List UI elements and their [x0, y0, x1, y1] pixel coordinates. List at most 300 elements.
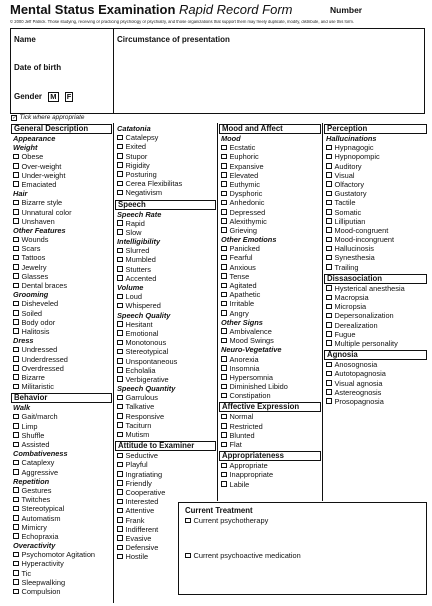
checkbox[interactable] — [117, 220, 123, 226]
checkbox[interactable] — [117, 144, 123, 150]
checkbox-item-unshaven[interactable] — [11, 217, 112, 226]
checkbox[interactable] — [221, 163, 227, 169]
checkbox[interactable] — [326, 322, 332, 328]
checkbox[interactable] — [13, 414, 19, 420]
checkbox[interactable] — [117, 462, 123, 468]
gender-m-checkbox[interactable]: M — [50, 92, 57, 101]
checkbox[interactable] — [326, 145, 332, 151]
checkbox-item-obese[interactable] — [11, 152, 112, 161]
checkbox-item-normal[interactable] — [219, 412, 321, 421]
checkbox[interactable] — [326, 255, 332, 261]
checkbox[interactable] — [117, 480, 123, 486]
checkbox-item-olfactory[interactable] — [324, 180, 427, 189]
checkbox-item-stereotypical[interactable] — [115, 347, 216, 356]
checkbox[interactable] — [221, 227, 227, 233]
item-label: Emaciated — [21, 179, 57, 189]
item-label: Slow — [125, 227, 142, 237]
item-label: Twitches — [21, 495, 51, 505]
checkbox-item-friendly[interactable] — [115, 479, 216, 488]
checkbox[interactable] — [221, 338, 227, 344]
checkbox[interactable] — [326, 380, 332, 386]
checkbox[interactable] — [221, 423, 227, 429]
checkbox-item-hypnagogic[interactable] — [324, 143, 427, 152]
checkbox[interactable] — [221, 414, 227, 420]
checkbox-item-unnatural-color[interactable] — [11, 208, 112, 217]
checkbox-item-catalepsy[interactable] — [115, 133, 216, 142]
item-label: Diminished Libido — [229, 382, 288, 392]
checkbox[interactable] — [13, 506, 19, 512]
checkbox[interactable] — [326, 362, 332, 368]
checkbox-item-ecstatic[interactable] — [219, 143, 321, 152]
checkbox-item-cerea-flexibilitas[interactable] — [115, 179, 216, 188]
checkbox[interactable] — [13, 589, 19, 595]
checkbox[interactable] — [13, 328, 19, 334]
checkbox-item-tactile[interactable] — [324, 198, 427, 207]
item-label: Monotonous — [125, 338, 167, 348]
checkbox-item-restricted[interactable] — [219, 422, 321, 431]
checkbox[interactable] — [13, 423, 19, 429]
checkbox-item-emaciated[interactable] — [11, 180, 112, 189]
checkbox-item-mood-incongruent[interactable] — [324, 235, 427, 244]
item-label: Hypnagogic — [334, 143, 374, 153]
item-label: Macropsia — [334, 293, 369, 302]
checkbox[interactable] — [221, 463, 227, 469]
checkbox[interactable] — [221, 246, 227, 252]
gender-f-checkbox[interactable]: F — [66, 92, 72, 101]
checkbox-item-cooperative[interactable] — [115, 488, 216, 497]
checkbox[interactable] — [117, 303, 123, 309]
checkbox[interactable] — [13, 460, 19, 466]
checkbox-item-flat[interactable] — [219, 440, 321, 449]
checkbox-item-synesthesia[interactable] — [324, 253, 427, 262]
checkbox-item-posturing[interactable] — [115, 170, 216, 179]
checkbox-item-loud[interactable] — [115, 292, 216, 301]
checkbox-item-under-weight[interactable] — [11, 171, 112, 180]
checkbox[interactable] — [326, 163, 332, 169]
checkbox[interactable] — [117, 413, 123, 419]
checkbox-item-mutism[interactable] — [115, 430, 216, 439]
checkbox-item-emotional[interactable] — [115, 329, 216, 338]
checkbox-item-prosopagnosia[interactable] — [324, 397, 427, 406]
checkbox-item-jewelry[interactable] — [11, 263, 112, 272]
checkbox[interactable] — [326, 191, 332, 197]
checkbox-item-underdressed[interactable] — [11, 355, 112, 364]
checkbox[interactable] — [117, 367, 123, 373]
checkbox[interactable] — [185, 553, 191, 559]
checkbox[interactable] — [13, 273, 19, 279]
checkbox[interactable] — [117, 517, 123, 523]
checkbox[interactable] — [117, 321, 123, 327]
checkbox[interactable] — [326, 209, 332, 215]
checkbox[interactable] — [13, 200, 19, 206]
checkbox-item-talkative[interactable] — [115, 402, 216, 411]
checkbox[interactable] — [326, 304, 332, 310]
checkbox-item-agitated[interactable] — [219, 281, 321, 290]
checkbox-item-expansive[interactable] — [219, 162, 321, 171]
item-label: Echopraxia — [21, 531, 59, 541]
checkbox-item-euphoric[interactable] — [219, 152, 321, 161]
item-label: Visual — [334, 170, 355, 180]
checkbox[interactable] — [13, 515, 19, 521]
checkbox-item-constipation[interactable] — [219, 391, 321, 400]
checkbox-item-labile[interactable] — [219, 480, 321, 489]
checkbox[interactable] — [326, 200, 332, 206]
item-label: Garrulous — [125, 393, 158, 403]
checkbox-item-responsive[interactable] — [115, 412, 216, 421]
checkbox[interactable] — [13, 356, 19, 362]
checkbox-item-accented[interactable] — [115, 274, 216, 283]
checkbox[interactable] — [326, 331, 332, 337]
checkbox[interactable] — [117, 489, 123, 495]
checkbox-item-taciturn[interactable] — [115, 421, 216, 430]
checkbox-item-trailing[interactable] — [324, 263, 427, 272]
checkbox-item-depressed[interactable] — [219, 208, 321, 217]
checkbox-item-visual[interactable] — [324, 171, 427, 180]
checkbox[interactable] — [117, 181, 123, 187]
checkbox-item-mumbled[interactable] — [115, 255, 216, 264]
checkbox[interactable] — [221, 393, 227, 399]
checkbox-item-anosognosia[interactable] — [324, 360, 427, 369]
checkbox[interactable] — [13, 365, 19, 371]
checkbox-item-militaristic[interactable] — [11, 382, 112, 391]
checkbox[interactable] — [326, 340, 332, 346]
checkbox[interactable] — [117, 135, 123, 141]
section-header-attitude-to-examiner: Attitude to Examiner — [115, 441, 216, 451]
checkbox-item-ingratiating[interactable] — [115, 470, 216, 479]
checkbox[interactable] — [117, 294, 123, 300]
checkbox[interactable] — [326, 313, 332, 319]
item-label: Visual agnosia — [334, 378, 383, 388]
checkbox[interactable] — [221, 481, 227, 487]
checkbox[interactable] — [117, 229, 123, 235]
checkbox-item-rigidity[interactable] — [115, 161, 216, 170]
checkbox[interactable] — [13, 561, 19, 567]
checkbox[interactable] — [117, 545, 123, 551]
checkbox[interactable] — [13, 319, 19, 325]
item-label: Hyperactivity — [21, 559, 64, 569]
checkbox[interactable] — [117, 471, 123, 477]
item-label: Halitosis — [21, 326, 50, 336]
checkbox[interactable] — [117, 153, 123, 159]
checkbox[interactable] — [326, 398, 332, 404]
checkbox[interactable] — [221, 273, 227, 279]
checkbox-item-hypersomnia[interactable] — [219, 373, 321, 382]
checkbox-item-stereotypical[interactable] — [11, 504, 112, 513]
checkbox[interactable] — [221, 292, 227, 298]
item-label: Loud — [125, 292, 142, 302]
checkbox[interactable] — [221, 374, 227, 380]
section-header-speech: Speech — [115, 200, 216, 210]
checkbox[interactable] — [13, 246, 19, 252]
checkbox[interactable] — [326, 154, 332, 160]
checkbox-item-wounds[interactable] — [11, 235, 112, 244]
checkbox-item-fugue[interactable] — [324, 330, 427, 339]
checkbox-item-derealization[interactable] — [324, 321, 427, 330]
checkbox-item-mood-congruent[interactable] — [324, 226, 427, 235]
checkbox[interactable] — [326, 246, 332, 252]
checkbox[interactable] — [13, 570, 19, 576]
checkbox-item-whispered[interactable] — [115, 301, 216, 310]
checkbox[interactable] — [326, 218, 332, 224]
checkbox[interactable] — [326, 172, 332, 178]
checkbox[interactable] — [221, 154, 227, 160]
checkbox[interactable] — [13, 524, 19, 530]
checkbox-item-twitches[interactable] — [11, 495, 112, 504]
checkbox-item-shuffle[interactable] — [11, 431, 112, 440]
checkbox[interactable] — [326, 285, 332, 291]
checkbox-item-dental-braces[interactable] — [11, 281, 112, 290]
checkbox-item-anhedonic[interactable] — [219, 198, 321, 207]
item-label: Aggressive — [21, 467, 59, 477]
checkbox[interactable] — [117, 358, 123, 364]
item-label: Mood-incongruent — [334, 235, 395, 245]
checkbox-item-unspontaneous[interactable] — [115, 357, 216, 366]
checkbox-item-irritable[interactable] — [219, 299, 321, 308]
checkbox[interactable] — [221, 432, 227, 438]
checkbox[interactable] — [13, 579, 19, 585]
checkbox-item-monotonous[interactable] — [115, 338, 216, 347]
item-label: Hysterical anesthesia — [334, 283, 405, 293]
checkbox[interactable] — [13, 154, 19, 160]
checkbox[interactable] — [326, 227, 332, 233]
item-label: Mumbled — [125, 255, 156, 265]
checkbox-item-slow[interactable] — [115, 228, 216, 237]
checkbox-item-grieving[interactable] — [219, 226, 321, 235]
checkbox[interactable] — [326, 264, 332, 270]
checkbox[interactable] — [13, 181, 19, 187]
checkbox[interactable] — [13, 264, 19, 270]
checkbox-item-glasses[interactable] — [11, 272, 112, 281]
checkbox[interactable] — [221, 365, 227, 371]
checkbox-item-exited[interactable] — [115, 142, 216, 151]
checkbox-item-macropsia[interactable] — [324, 293, 427, 302]
checkbox[interactable] — [117, 499, 123, 505]
checkbox-item-verbigerative[interactable] — [115, 375, 216, 384]
category-combativeness: Combativeness — [13, 449, 68, 459]
checkbox-item-garrulous[interactable] — [115, 393, 216, 402]
checkbox-item-halitosis[interactable] — [11, 327, 112, 336]
checkbox-item-multiple-personality[interactable] — [324, 339, 427, 348]
checkbox-item-compulsion[interactable] — [11, 587, 112, 596]
checkbox[interactable] — [117, 248, 123, 254]
checkbox[interactable] — [13, 347, 19, 353]
checkbox-item-rapid[interactable] — [115, 219, 216, 228]
category-other-signs: Other Signs — [221, 317, 263, 327]
checkbox-item-tic[interactable] — [11, 569, 112, 578]
checkbox[interactable] — [326, 295, 332, 301]
checkbox-item-hyperactivity[interactable] — [11, 559, 112, 568]
checkbox-item-soiled[interactable] — [11, 309, 112, 318]
checkbox[interactable] — [13, 374, 19, 380]
checkbox[interactable] — [117, 535, 123, 541]
checkbox[interactable] — [13, 432, 19, 438]
checkbox-item-mimicry[interactable] — [11, 523, 112, 532]
checkbox-item-blunted[interactable] — [219, 431, 321, 440]
item-label: Somatic — [334, 207, 362, 217]
checkbox[interactable] — [117, 275, 123, 281]
checkbox-item-gait-march[interactable] — [11, 412, 112, 421]
checkbox-item-gustatory[interactable] — [324, 189, 427, 198]
checkbox[interactable] — [13, 469, 19, 475]
checkbox-item-euthymic[interactable] — [219, 180, 321, 189]
checkbox[interactable] — [221, 283, 227, 289]
checkbox-item-angry[interactable] — [219, 309, 321, 318]
checkbox[interactable] — [13, 442, 19, 448]
checkbox[interactable] — [117, 162, 123, 168]
checkbox-item-seductive[interactable] — [115, 451, 216, 460]
checkbox[interactable] — [221, 191, 227, 197]
checkbox-item-panicked[interactable] — [219, 244, 321, 253]
checkbox-item-gestures[interactable] — [11, 486, 112, 495]
psychotherapy-option[interactable] — [185, 517, 268, 524]
checkbox-item-automatism[interactable] — [11, 514, 112, 523]
checkbox[interactable] — [117, 376, 123, 382]
checkbox[interactable] — [13, 283, 19, 289]
checkbox-item-body-odor[interactable] — [11, 318, 112, 327]
checkbox-item-appropriate[interactable] — [219, 461, 321, 470]
checkbox[interactable] — [221, 328, 227, 334]
checkbox[interactable] — [13, 237, 19, 243]
checkbox[interactable] — [117, 171, 123, 177]
checkbox[interactable] — [221, 218, 227, 224]
checkbox[interactable] — [117, 432, 123, 438]
checkbox[interactable] — [221, 310, 227, 316]
checkbox-item-depersonalization[interactable] — [324, 311, 427, 320]
checkbox-item-playful[interactable] — [115, 460, 216, 469]
checkbox[interactable] — [13, 384, 19, 390]
checkbox[interactable] — [13, 487, 19, 493]
checkbox[interactable] — [13, 163, 19, 169]
checkbox[interactable] — [13, 497, 19, 503]
checkbox[interactable] — [221, 255, 227, 261]
checkbox-item-slurred[interactable] — [115, 246, 216, 255]
checkbox-item-fearful[interactable] — [219, 253, 321, 262]
column-divider — [322, 123, 323, 501]
checkbox-item-dysphoric[interactable] — [219, 189, 321, 198]
checkbox-item-apathetic[interactable] — [219, 290, 321, 299]
checkbox-item-limp[interactable] — [11, 422, 112, 431]
checkbox[interactable] — [221, 472, 227, 478]
checkbox-item-over-weight[interactable] — [11, 162, 112, 171]
checkbox-item-diminished-libido[interactable] — [219, 382, 321, 391]
checkbox[interactable] — [326, 237, 332, 243]
checkbox-item-scars[interactable] — [11, 244, 112, 253]
checkbox-item-bizarre[interactable] — [11, 373, 112, 382]
checkbox-item-tense[interactable] — [219, 272, 321, 281]
item-label: Grieving — [229, 225, 258, 235]
checkbox[interactable] — [13, 310, 19, 316]
checkbox-item-micropsia[interactable] — [324, 302, 427, 311]
checkbox-item-bizarre-style[interactable] — [11, 198, 112, 207]
checkbox-item-echolalia[interactable] — [115, 366, 216, 375]
checkbox[interactable] — [221, 442, 227, 448]
checkbox[interactable] — [117, 404, 123, 410]
checkbox[interactable] — [221, 301, 227, 307]
checkbox[interactable] — [13, 533, 19, 539]
checkbox[interactable] — [221, 209, 227, 215]
checkbox[interactable] — [326, 371, 332, 377]
checkbox[interactable] — [117, 554, 123, 560]
checkbox-item-ambivalence[interactable] — [219, 327, 321, 336]
checkbox[interactable] — [117, 257, 123, 263]
checkbox-item-echopraxia[interactable] — [11, 532, 112, 541]
checkbox-item-somatic[interactable] — [324, 208, 427, 217]
checkbox[interactable] — [221, 200, 227, 206]
checkbox-item-anxious[interactable] — [219, 263, 321, 272]
checkbox-item-hypnopompic[interactable] — [324, 152, 427, 161]
psychoactive-medication-option[interactable] — [185, 552, 301, 559]
checkbox-item-assisted[interactable] — [11, 440, 112, 449]
checkbox[interactable] — [13, 172, 19, 178]
checkbox-item-overdressed[interactable] — [11, 364, 112, 373]
checkbox-item-autotopagnosia[interactable] — [324, 369, 427, 378]
checkbox[interactable] — [221, 181, 227, 187]
checkbox-item-auditory[interactable] — [324, 162, 427, 171]
checkbox-item-hysterical-anesthesia[interactable] — [324, 284, 427, 293]
item-label: Defensive — [125, 543, 159, 553]
checkbox[interactable] — [117, 330, 123, 336]
checkbox-item-visual-agnosia[interactable] — [324, 379, 427, 388]
checkbox-item-elevated[interactable] — [219, 171, 321, 180]
item-label: Fearful — [229, 253, 253, 263]
checkbox[interactable] — [117, 395, 123, 401]
checkbox-item-aggressive[interactable] — [11, 468, 112, 477]
checkbox[interactable] — [13, 218, 19, 224]
checkbox[interactable] — [117, 526, 123, 532]
checkbox[interactable] — [117, 422, 123, 428]
item-label: Elevated — [229, 170, 259, 180]
checkbox-item-inappropriate[interactable] — [219, 470, 321, 479]
checkbox[interactable] — [13, 301, 19, 307]
checkbox-item-hesitant[interactable] — [115, 320, 216, 329]
checkbox[interactable] — [13, 255, 19, 261]
checkbox-item-negativism[interactable] — [115, 188, 216, 197]
checkbox-item-mood-swings[interactable] — [219, 336, 321, 345]
checkbox[interactable] — [221, 356, 227, 362]
checkbox-item-disheveled[interactable] — [11, 299, 112, 308]
checkbox[interactable] — [13, 552, 19, 558]
checkbox[interactable] — [221, 384, 227, 390]
checkbox[interactable] — [117, 266, 123, 272]
checkbox-item-alexithymic[interactable] — [219, 217, 321, 226]
checkbox-item-psychomotor-agitation[interactable] — [11, 550, 112, 559]
checkbox-item-sleepwalking[interactable] — [11, 578, 112, 587]
checkbox[interactable] — [13, 209, 19, 215]
checkbox[interactable] — [185, 518, 191, 524]
checkbox-item-insomnia[interactable] — [219, 364, 321, 373]
item-label: Ambivalence — [229, 326, 272, 336]
checkbox[interactable] — [326, 181, 332, 187]
checkbox[interactable] — [117, 190, 123, 196]
checkbox-item-stutters[interactable] — [115, 265, 216, 274]
checkbox-item-cataplexy[interactable] — [11, 458, 112, 467]
checkbox-item-lilliputian[interactable] — [324, 217, 427, 226]
checkbox-item-anorexia[interactable] — [219, 355, 321, 364]
checkbox[interactable] — [221, 145, 227, 151]
checkbox-item-tattoos[interactable] — [11, 253, 112, 262]
checkbox[interactable] — [117, 349, 123, 355]
checkbox-item-stupor[interactable] — [115, 152, 216, 161]
checkbox[interactable] — [117, 508, 123, 514]
checkbox[interactable] — [221, 172, 227, 178]
checkbox[interactable] — [221, 264, 227, 270]
checkbox[interactable] — [326, 389, 332, 395]
checkbox-item-undressed[interactable] — [11, 345, 112, 354]
checkbox-item-astereognosis[interactable] — [324, 388, 427, 397]
checkbox-item-hallucinosis[interactable] — [324, 244, 427, 253]
checkbox[interactable] — [117, 453, 123, 459]
checkbox[interactable] — [117, 340, 123, 346]
